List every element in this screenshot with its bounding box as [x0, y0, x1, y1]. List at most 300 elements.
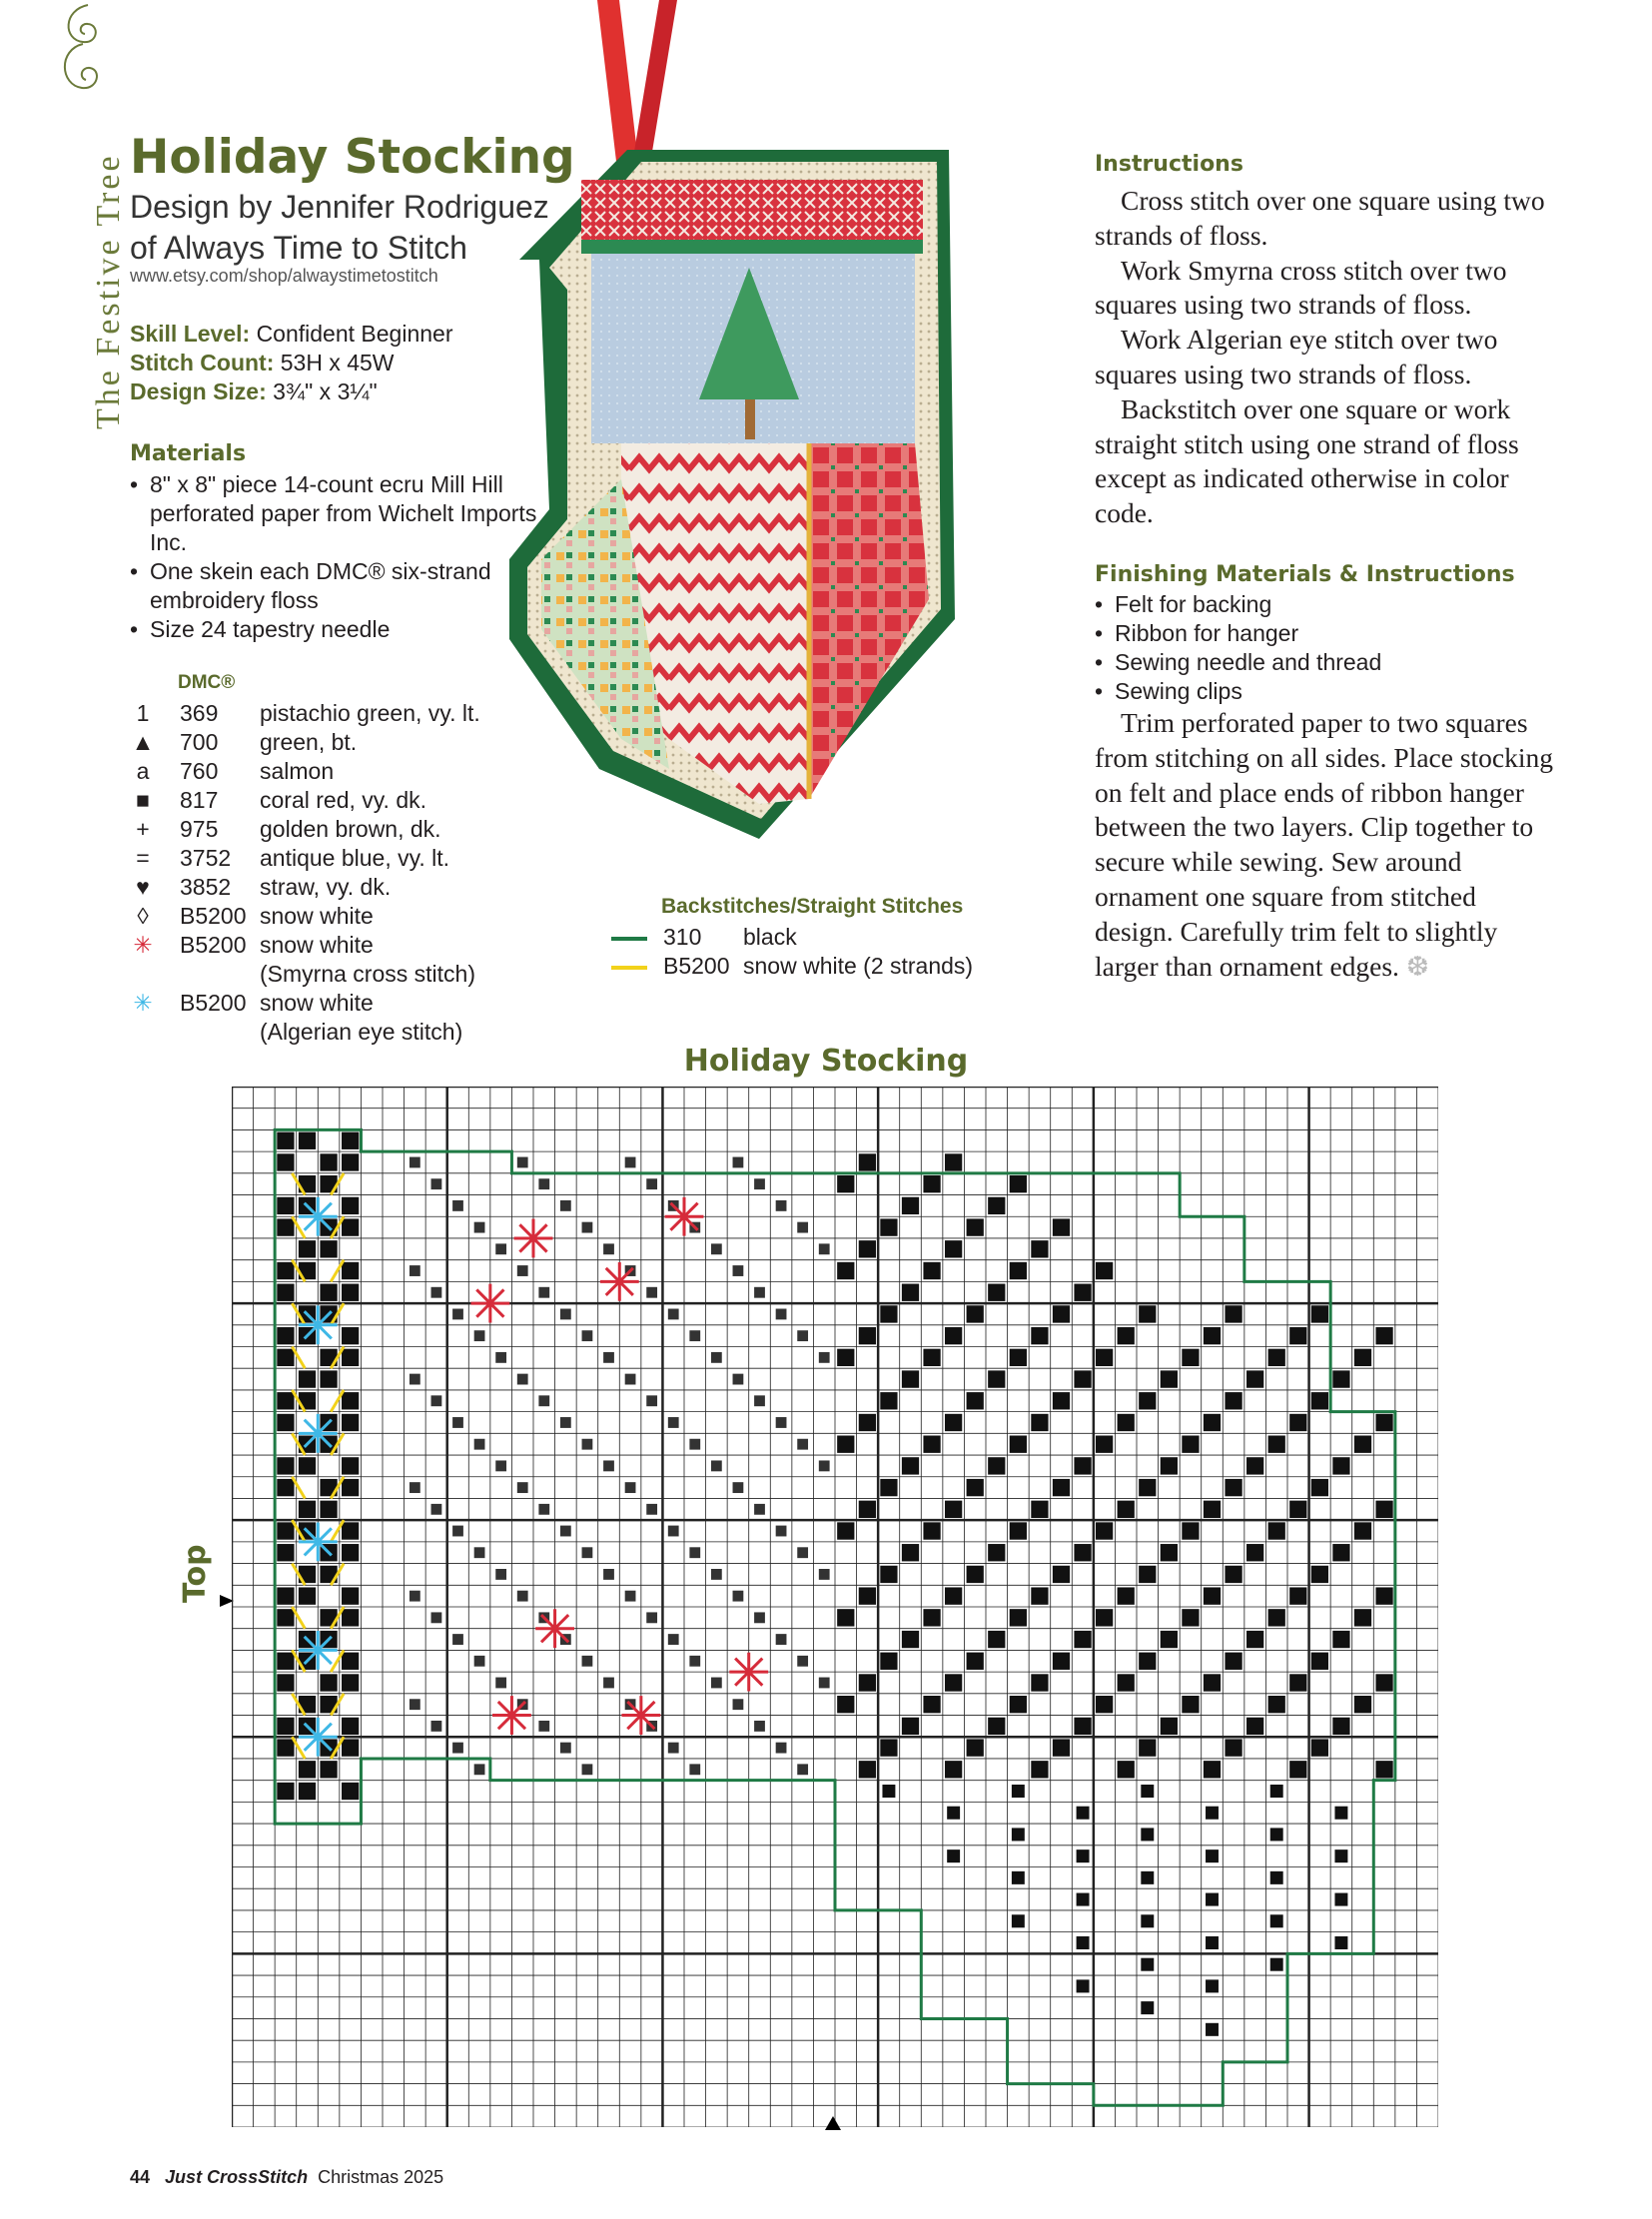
stitch-cell [947, 1849, 960, 1862]
stocking-photo [509, 0, 1059, 849]
color-key-code: B5200 [180, 903, 247, 929]
stitch-cell [1139, 1479, 1156, 1496]
color-key-name: snow white [260, 990, 374, 1016]
stitch-cell [1096, 1436, 1113, 1453]
stitch-cell [1182, 1349, 1199, 1366]
stitch-cell [945, 1240, 962, 1257]
stitch-cell [1074, 1457, 1091, 1474]
stitch-cell [603, 1243, 614, 1254]
stitch-cell [320, 1370, 337, 1387]
stitch-cell [625, 1157, 636, 1168]
stitch-cell [1077, 1849, 1090, 1862]
materials-list [130, 470, 569, 644]
color-key-code: 3852 [180, 874, 232, 900]
stitch-cell [474, 1547, 485, 1558]
finishing-item: • Felt for backing [1095, 590, 1381, 619]
stitch-cell [1206, 1979, 1219, 1992]
stitch-cell [1375, 1587, 1392, 1604]
stitch-cell [1268, 1609, 1285, 1626]
stitch-cell [668, 1526, 679, 1537]
stitch-cell [646, 1178, 657, 1189]
byline-line-2: of Always Time to Stitch [130, 230, 467, 266]
stitch-cell [277, 1284, 294, 1301]
page-footer [130, 2167, 443, 2188]
spec-value: Confident Beginner [256, 321, 453, 347]
stitch-cell [1139, 1392, 1156, 1409]
instructions-heading: Instructions [1095, 152, 1243, 177]
stitch-cell [1010, 1262, 1027, 1279]
stitch-cell [967, 1653, 984, 1670]
stitch-cell [859, 1153, 876, 1170]
stitch-cell [689, 1764, 700, 1775]
stitch-cell [902, 1370, 919, 1387]
stitch-cell [797, 1764, 808, 1775]
stitch-cell [880, 1218, 897, 1235]
stitch-cell [1270, 1785, 1283, 1798]
stitch-cell [582, 1547, 593, 1558]
stitch-cell [452, 1743, 463, 1754]
stitch-cell [668, 1743, 679, 1754]
stitch-cell [797, 1330, 808, 1341]
stitch-cell [1096, 1696, 1113, 1713]
stitch-cell [1270, 1958, 1283, 1971]
issue-name: Christmas 2025 [318, 2167, 444, 2187]
chart-title: Holiday Stocking [683, 1044, 969, 1079]
color-key-name: (Smyrna cross stitch) [260, 961, 475, 987]
smyrna-cross-icon [600, 1262, 639, 1301]
color-key-symbol: a [136, 758, 150, 784]
stitch-cell [859, 1414, 876, 1431]
instructions-paragraph: Work Smyrna cross stitch over two squares using two strands of floss. [1095, 254, 1507, 321]
stitch-cell [1141, 1828, 1154, 1841]
stitch-cell [1077, 1893, 1090, 1906]
stitch-cell [342, 1674, 359, 1691]
stitch-cell [560, 1526, 571, 1537]
stitch-cell [452, 1526, 463, 1537]
color-key-symbol: = [136, 845, 150, 871]
instructions-paragraph: Cross stitch over one square using two strands of floss. [1095, 185, 1545, 251]
stitch-cell [837, 1522, 854, 1539]
stitch-cell [1012, 1914, 1025, 1927]
stitch-cell [967, 1566, 984, 1583]
specs [130, 320, 452, 406]
stitch-cell [1204, 1761, 1221, 1778]
stitch-cell [882, 1785, 895, 1798]
stitch-cell [1031, 1761, 1048, 1778]
stitch-cell [733, 1157, 744, 1168]
stitch-cell [733, 1699, 744, 1710]
stitch-cell [1074, 1370, 1091, 1387]
stitch-cell [967, 1218, 984, 1235]
stitch-cell [711, 1243, 722, 1254]
stitch-cell [299, 1761, 316, 1778]
stitch-cell [299, 1370, 316, 1387]
stitch-cell [342, 1457, 359, 1474]
stitch-cell [342, 1783, 359, 1800]
stitch-cell [1118, 1414, 1135, 1431]
instructions-body [1095, 184, 1554, 531]
stitch-cell [1289, 1414, 1306, 1431]
stitch-cell [495, 1678, 506, 1689]
stitch-cell [754, 1721, 765, 1732]
color-key-symbol: + [136, 816, 150, 842]
stitch-cell [711, 1569, 722, 1580]
stitch-cell [320, 1153, 337, 1170]
stitch-cell [299, 1587, 316, 1604]
stitch-cell [902, 1544, 919, 1561]
stitch-cell [988, 1631, 1005, 1648]
stitch-cell [733, 1482, 744, 1493]
stitch-cell [902, 1284, 919, 1301]
stitch-cell [923, 1262, 940, 1279]
stitch-cell [410, 1157, 420, 1168]
stitch-cell [625, 1482, 636, 1493]
stitch-cell [603, 1352, 614, 1363]
stitch-cell [342, 1284, 359, 1301]
stitch-cell [1118, 1761, 1135, 1778]
stitch-cell [277, 1783, 294, 1800]
stitch-cell [495, 1352, 506, 1363]
stitch-cell [797, 1439, 808, 1450]
stitch-cell [1332, 1631, 1349, 1648]
stitch-cell [1225, 1739, 1241, 1756]
stitch-cell [1053, 1392, 1070, 1409]
stitch-cell [733, 1374, 744, 1385]
stitch-cell [988, 1544, 1005, 1561]
stitch-cell [1206, 1893, 1219, 1906]
color-key-code: 700 [180, 729, 219, 755]
byline [130, 187, 549, 269]
stitch-cell [945, 1761, 962, 1778]
stitch-cell [1334, 1936, 1347, 1949]
stitch-cell [967, 1739, 984, 1756]
stitch-cell [711, 1352, 722, 1363]
stitch-cell [342, 1718, 359, 1735]
stitch-cell [474, 1330, 485, 1341]
stitch-cell [342, 1587, 359, 1604]
stitch-cell [1334, 1849, 1347, 1862]
stitch-cell [299, 1501, 316, 1518]
stitch-cell [1289, 1674, 1306, 1691]
stitch-cell [1012, 1828, 1025, 1841]
stitch-cell [582, 1330, 593, 1341]
color-key-symbol: ♥ [136, 874, 150, 900]
color-key-code: 369 [180, 700, 219, 726]
stitch-cell [1012, 1785, 1025, 1798]
stitch-cell [277, 1218, 294, 1235]
stitch-cell [1289, 1587, 1306, 1604]
stitch-cell [1053, 1739, 1070, 1756]
stitch-cell [1118, 1587, 1135, 1604]
stitch-cell [1354, 1522, 1371, 1539]
stitch-cell [603, 1460, 614, 1471]
backstitch-swatch [611, 937, 647, 941]
stitch-cell [819, 1460, 830, 1471]
stitch-cell [1354, 1436, 1371, 1453]
stitch-cell [1010, 1436, 1027, 1453]
arrow-up-icon [823, 2115, 843, 2131]
stitch-cell [837, 1262, 854, 1279]
stitch-cell [988, 1457, 1005, 1474]
stitch-cell [1246, 1718, 1263, 1735]
stitch-cell [1096, 1609, 1113, 1626]
stitch-cell [776, 1417, 787, 1428]
stitch-cell [945, 1674, 962, 1691]
stitch-cell [1161, 1631, 1178, 1648]
stitch-cell [495, 1569, 506, 1580]
stitch-cell [560, 1200, 571, 1211]
spec-value: 3¾" x 3¼" [273, 378, 378, 404]
stitch-cell [819, 1569, 830, 1580]
stitch-cell [320, 1284, 337, 1301]
stitch-cell [797, 1656, 808, 1667]
stitch-cell [474, 1439, 485, 1450]
stitch-cell [1031, 1587, 1048, 1604]
materials-item: • One skein each DMC® six-strand embroidery floss [130, 557, 569, 615]
stitch-cell [1311, 1479, 1328, 1496]
stitch-cell [967, 1305, 984, 1322]
stitch-cell [342, 1609, 359, 1626]
stitch-cell [1161, 1718, 1178, 1735]
stitch-cell [1074, 1284, 1091, 1301]
color-key-code: 760 [180, 758, 219, 784]
stitch-cell [776, 1309, 787, 1320]
stitch-cell [342, 1522, 359, 1539]
stitch-cell [431, 1504, 442, 1515]
stitch-cell [342, 1262, 359, 1279]
stitch-cell [603, 1678, 614, 1689]
stitch-cell [342, 1132, 359, 1149]
color-key-name: salmon [260, 758, 335, 784]
stitch-cell [474, 1656, 485, 1667]
stitch-cell [320, 1761, 337, 1778]
stitch-cell [517, 1157, 528, 1168]
stitch-cell [277, 1457, 294, 1474]
stitch-cell [1077, 1979, 1090, 1992]
color-key-symbol: ✳ [133, 932, 153, 958]
stitch-cell [1141, 1914, 1154, 1927]
stitch-cell [1096, 1262, 1113, 1279]
stitch-cell [277, 1739, 294, 1756]
smyrna-cross-icon [729, 1653, 768, 1692]
stitch-cell [582, 1656, 593, 1667]
stitch-cell [1010, 1349, 1027, 1366]
stitch-cell [923, 1609, 940, 1626]
smyrna-cross-icon [514, 1219, 553, 1258]
stitch-cell [299, 1132, 316, 1149]
stitch-cell [1246, 1631, 1263, 1648]
stitch-cell [452, 1200, 463, 1211]
stitch-cell [1311, 1653, 1328, 1670]
stitch-cell [880, 1479, 897, 1496]
spec-value: 53H x 45W [280, 350, 395, 375]
stitch-cell [1139, 1653, 1156, 1670]
stitch-cell [945, 1153, 962, 1170]
stitch-cell [1053, 1218, 1070, 1235]
stitch-cell [560, 1309, 571, 1320]
stitch-cell [880, 1653, 897, 1670]
stitch-cell [495, 1460, 506, 1471]
stitch-cell [880, 1566, 897, 1583]
stitch-cell [689, 1439, 700, 1450]
color-key-name: green, bt. [260, 729, 358, 755]
stitch-cell [410, 1374, 420, 1385]
stitch-cell [320, 1674, 337, 1691]
stitch-cell [1311, 1739, 1328, 1756]
color-key-name: pistachio green, vy. lt. [260, 700, 480, 726]
backstitch-heading: Backstitches/Straight Stitches [661, 895, 964, 918]
stitch-cell [277, 1479, 294, 1496]
stitch-cell [1074, 1544, 1091, 1561]
stitch-cell [733, 1265, 744, 1276]
stitch-cell [452, 1417, 463, 1428]
stitch-cell [1206, 1807, 1219, 1820]
stitch-cell [902, 1718, 919, 1735]
stitch-cell [410, 1591, 420, 1602]
color-key-name: straw, vy. dk. [260, 874, 392, 900]
stitch-cell [277, 1609, 294, 1626]
stitch-cell [431, 1178, 442, 1189]
stitch-cell [582, 1439, 593, 1450]
stitch-cell [1139, 1305, 1156, 1322]
stitch-cell [277, 1522, 294, 1539]
stitch-cell [277, 1197, 294, 1214]
stitch-cell [988, 1718, 1005, 1735]
stitch-cell [342, 1218, 359, 1235]
stitch-cell [1118, 1327, 1135, 1344]
magazine-name: Just CrossStitch [165, 2167, 309, 2187]
instructions-paragraph: Work Algerian eye stitch over two squares using two strands of floss. [1095, 324, 1498, 389]
stitch-cell [902, 1197, 919, 1214]
stitch-cell [988, 1284, 1005, 1301]
stitch-cell [967, 1479, 984, 1496]
stitch-cell [988, 1370, 1005, 1387]
stitch-cell [1077, 1807, 1090, 1820]
byline-line-1: Design by Jennifer Rodriguez [130, 189, 549, 225]
stitch-cell [646, 1395, 657, 1406]
section-tab-label: The Festive Tree [90, 153, 127, 429]
stitch-cell [1182, 1696, 1199, 1713]
stitch-cell [1246, 1457, 1263, 1474]
stitch-cell [1139, 1739, 1156, 1756]
stitch-cell [1225, 1392, 1241, 1409]
stitch-cell [754, 1612, 765, 1623]
stitch-cell [431, 1612, 442, 1623]
stitch-cell [1332, 1370, 1349, 1387]
stitch-cell [711, 1678, 722, 1689]
stitch-cell [776, 1743, 787, 1754]
stitch-cell [880, 1392, 897, 1409]
stitch-cell [1010, 1696, 1027, 1713]
color-key-code: 3752 [180, 845, 232, 871]
stitch-cell [754, 1395, 765, 1406]
finishing-body [1095, 706, 1554, 984]
color-key-code: B5200 [180, 932, 247, 958]
stitch-cell [902, 1457, 919, 1474]
finishing-heading: Finishing Materials & Instructions [1095, 562, 1515, 587]
stitch-cell [1118, 1501, 1135, 1518]
stitch-cell [945, 1501, 962, 1518]
stitch-cell [320, 1501, 337, 1518]
stitch-cell [538, 1287, 549, 1298]
spec-label: Stitch Count: [130, 350, 275, 375]
stitch-cell [754, 1504, 765, 1515]
stitch-cell [1334, 1893, 1347, 1906]
stitch-chart [232, 1087, 1438, 2127]
finishing-paragraph-text: Trim perforated paper to two squares from stitching on all sides. Place stocking on felt and place ends of ribbon hanger between the two layers. Clip together to secure while sewing. Sew around ornament one square from stitched design. Carefully trim felt to slightly larger than ornament edges. [1095, 707, 1554, 982]
color-key-name: coral red, vy. dk. [260, 787, 427, 813]
stitch-cell [1012, 1871, 1025, 1884]
snowflake-icon: ❆ [1405, 950, 1429, 982]
stitch-cell [1096, 1522, 1113, 1539]
stitch-cell [776, 1634, 787, 1645]
stitch-cell [1161, 1544, 1178, 1561]
stitch-cell [431, 1287, 442, 1298]
stitch-cell [754, 1287, 765, 1298]
stitch-cell [277, 1674, 294, 1691]
instructions-paragraph: Backstitch over one square or work straight stitch using one strand of floss except as indicated otherwise in color code. [1095, 392, 1519, 529]
finishing-item: • Ribbon for hanger [1095, 619, 1381, 648]
backstitch-name: black [743, 924, 797, 950]
stitch-cell [1074, 1718, 1091, 1735]
stitch-cell [517, 1591, 528, 1602]
stitch-cell [1311, 1305, 1328, 1322]
stitch-cell [1268, 1436, 1285, 1453]
stitch-cell [410, 1482, 420, 1493]
stitch-cell [277, 1327, 294, 1344]
stitch-cell [277, 1132, 294, 1149]
color-key-symbol: ✳ [133, 990, 153, 1016]
stitch-cell [342, 1392, 359, 1409]
stitch-cell [1204, 1587, 1221, 1604]
stitch-cell [646, 1287, 657, 1298]
stitch-cell [1182, 1522, 1199, 1539]
color-key-name: (Algerian eye stitch) [260, 1019, 463, 1045]
stitch-cell [299, 1240, 316, 1257]
stitch-cell [431, 1395, 442, 1406]
stitch-cell [1031, 1501, 1048, 1518]
stitch-cell [1289, 1501, 1306, 1518]
stitch-cell [560, 1743, 571, 1754]
stitch-cell [776, 1200, 787, 1211]
stitch-cell [277, 1718, 294, 1735]
algerian-eye-icon [299, 1718, 338, 1757]
color-key-code: B5200 [180, 990, 247, 1016]
spec-label: Skill Level: [130, 321, 251, 347]
stitch-cell [299, 1457, 316, 1474]
color-key-code: 817 [180, 787, 219, 813]
stitch-cell [342, 1544, 359, 1561]
backstitch-code: 310 [663, 924, 702, 950]
stitch-cell [1289, 1761, 1306, 1778]
stitch-cell [277, 1392, 294, 1409]
stitch-cell [1311, 1566, 1328, 1583]
stitch-cell [1332, 1457, 1349, 1474]
stitch-cell [1354, 1696, 1371, 1713]
stitch-cell [1225, 1653, 1241, 1670]
stitch-cell [947, 1807, 960, 1820]
backstitch-swatch [611, 966, 647, 970]
stitch-cell [582, 1222, 593, 1233]
stitch-cell [538, 1178, 549, 1189]
stitch-cell [1270, 1914, 1283, 1927]
stitch-cell [1225, 1479, 1241, 1496]
stitch-cell [342, 1327, 359, 1344]
stitch-cell [923, 1349, 940, 1366]
stitch-cell [1161, 1370, 1178, 1387]
stitch-cell [1268, 1349, 1285, 1366]
stitch-cell [733, 1591, 744, 1602]
